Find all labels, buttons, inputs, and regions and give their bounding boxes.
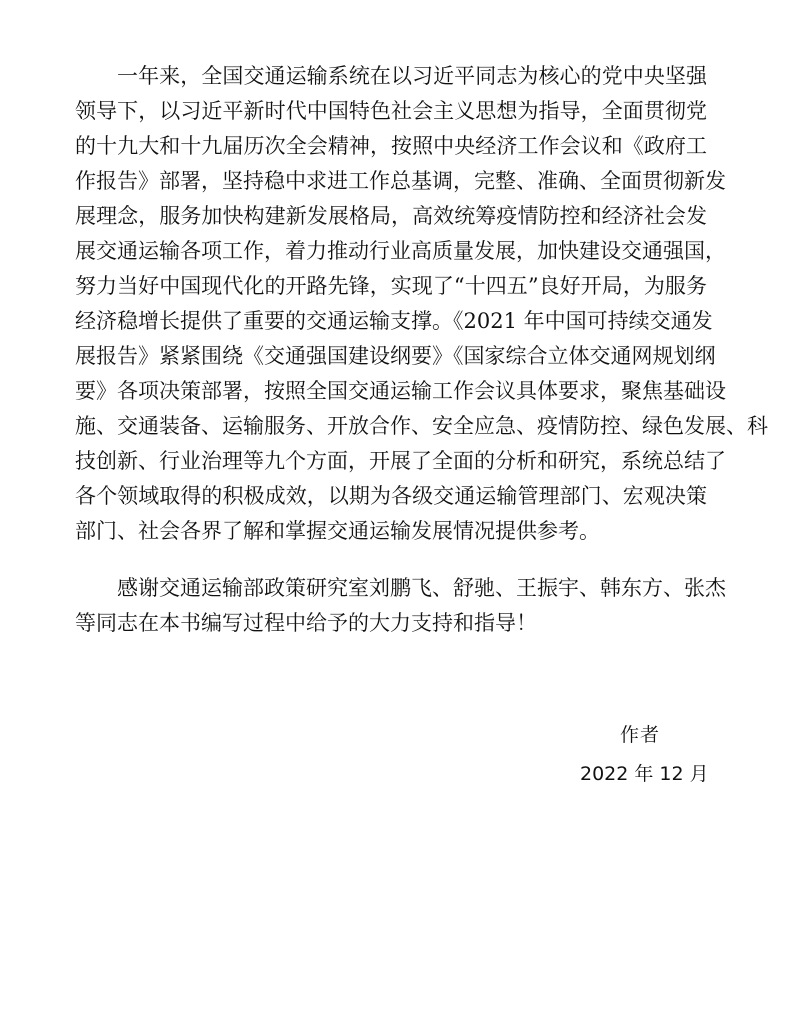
paragraph-line: 技创新、行业治理等九个方面，开展了全面的分析和研究，系统总结了 <box>75 449 726 473</box>
paragraph-line: 感谢交通运输部政策研究室刘鹏飞、舒驰、王振宇、韩东方、张杰 <box>117 576 726 600</box>
author-signature: 作者 <box>620 724 661 746</box>
paragraph-line: 经济稳增长提供了重要的交通运输支撑。《2021 年中国可持续交通发 <box>75 309 713 333</box>
paragraph-line: 领导下，以习近平新时代中国特色社会主义思想为指导，全面贯彻党 <box>75 99 707 123</box>
paragraph-line: 一年来，全国交通运输系统在以习近平同志为核心的党中央坚强 <box>117 64 707 88</box>
paragraph-line: 展报告》紧紧围绕《交通强国建设纲要》《国家综合立体交通网规划纲 <box>75 344 716 368</box>
paragraph-line: 各个领域取得的积极成效，以期为各级交通运输管理部门、宏观决策 <box>75 484 707 508</box>
paragraph-line: 要》各项决策部署，按照全国交通运输工作会议具体要求，聚焦基础设 <box>75 379 726 403</box>
paragraph-line: 部门、社会各界了解和掌握交通运输发展情况提供参考。 <box>75 519 600 543</box>
paragraph-line: 作报告》部署，坚持稳中求进工作总基调，完整、准确、全面贯彻新发 <box>75 169 726 193</box>
paragraph-line: 的十九大和十九届历次全会精神，按照中央经济工作会议和《政府工 <box>75 134 707 158</box>
signature-date: 2022 年 12 月 <box>580 763 709 785</box>
paragraph-line: 展理念，服务加快构建新发展格局，高效统筹疫情防控和经济社会发 <box>75 204 707 228</box>
paragraph-line: 施、交通装备、运输服务、开放合作、安全应急、疫情防控、绿色发展、科 <box>75 414 768 438</box>
paragraph-line: 努力当好中国现代化的开路先锋，实现了“十四五”良好开局，为服务 <box>75 274 707 298</box>
paragraph-line: 等同志在本书编写过程中给予的大力支持和指导！ <box>75 611 537 635</box>
paragraph-line: 展交通运输各项工作，着力推动行业高质量发展，加快建设交通强国， <box>75 239 726 263</box>
